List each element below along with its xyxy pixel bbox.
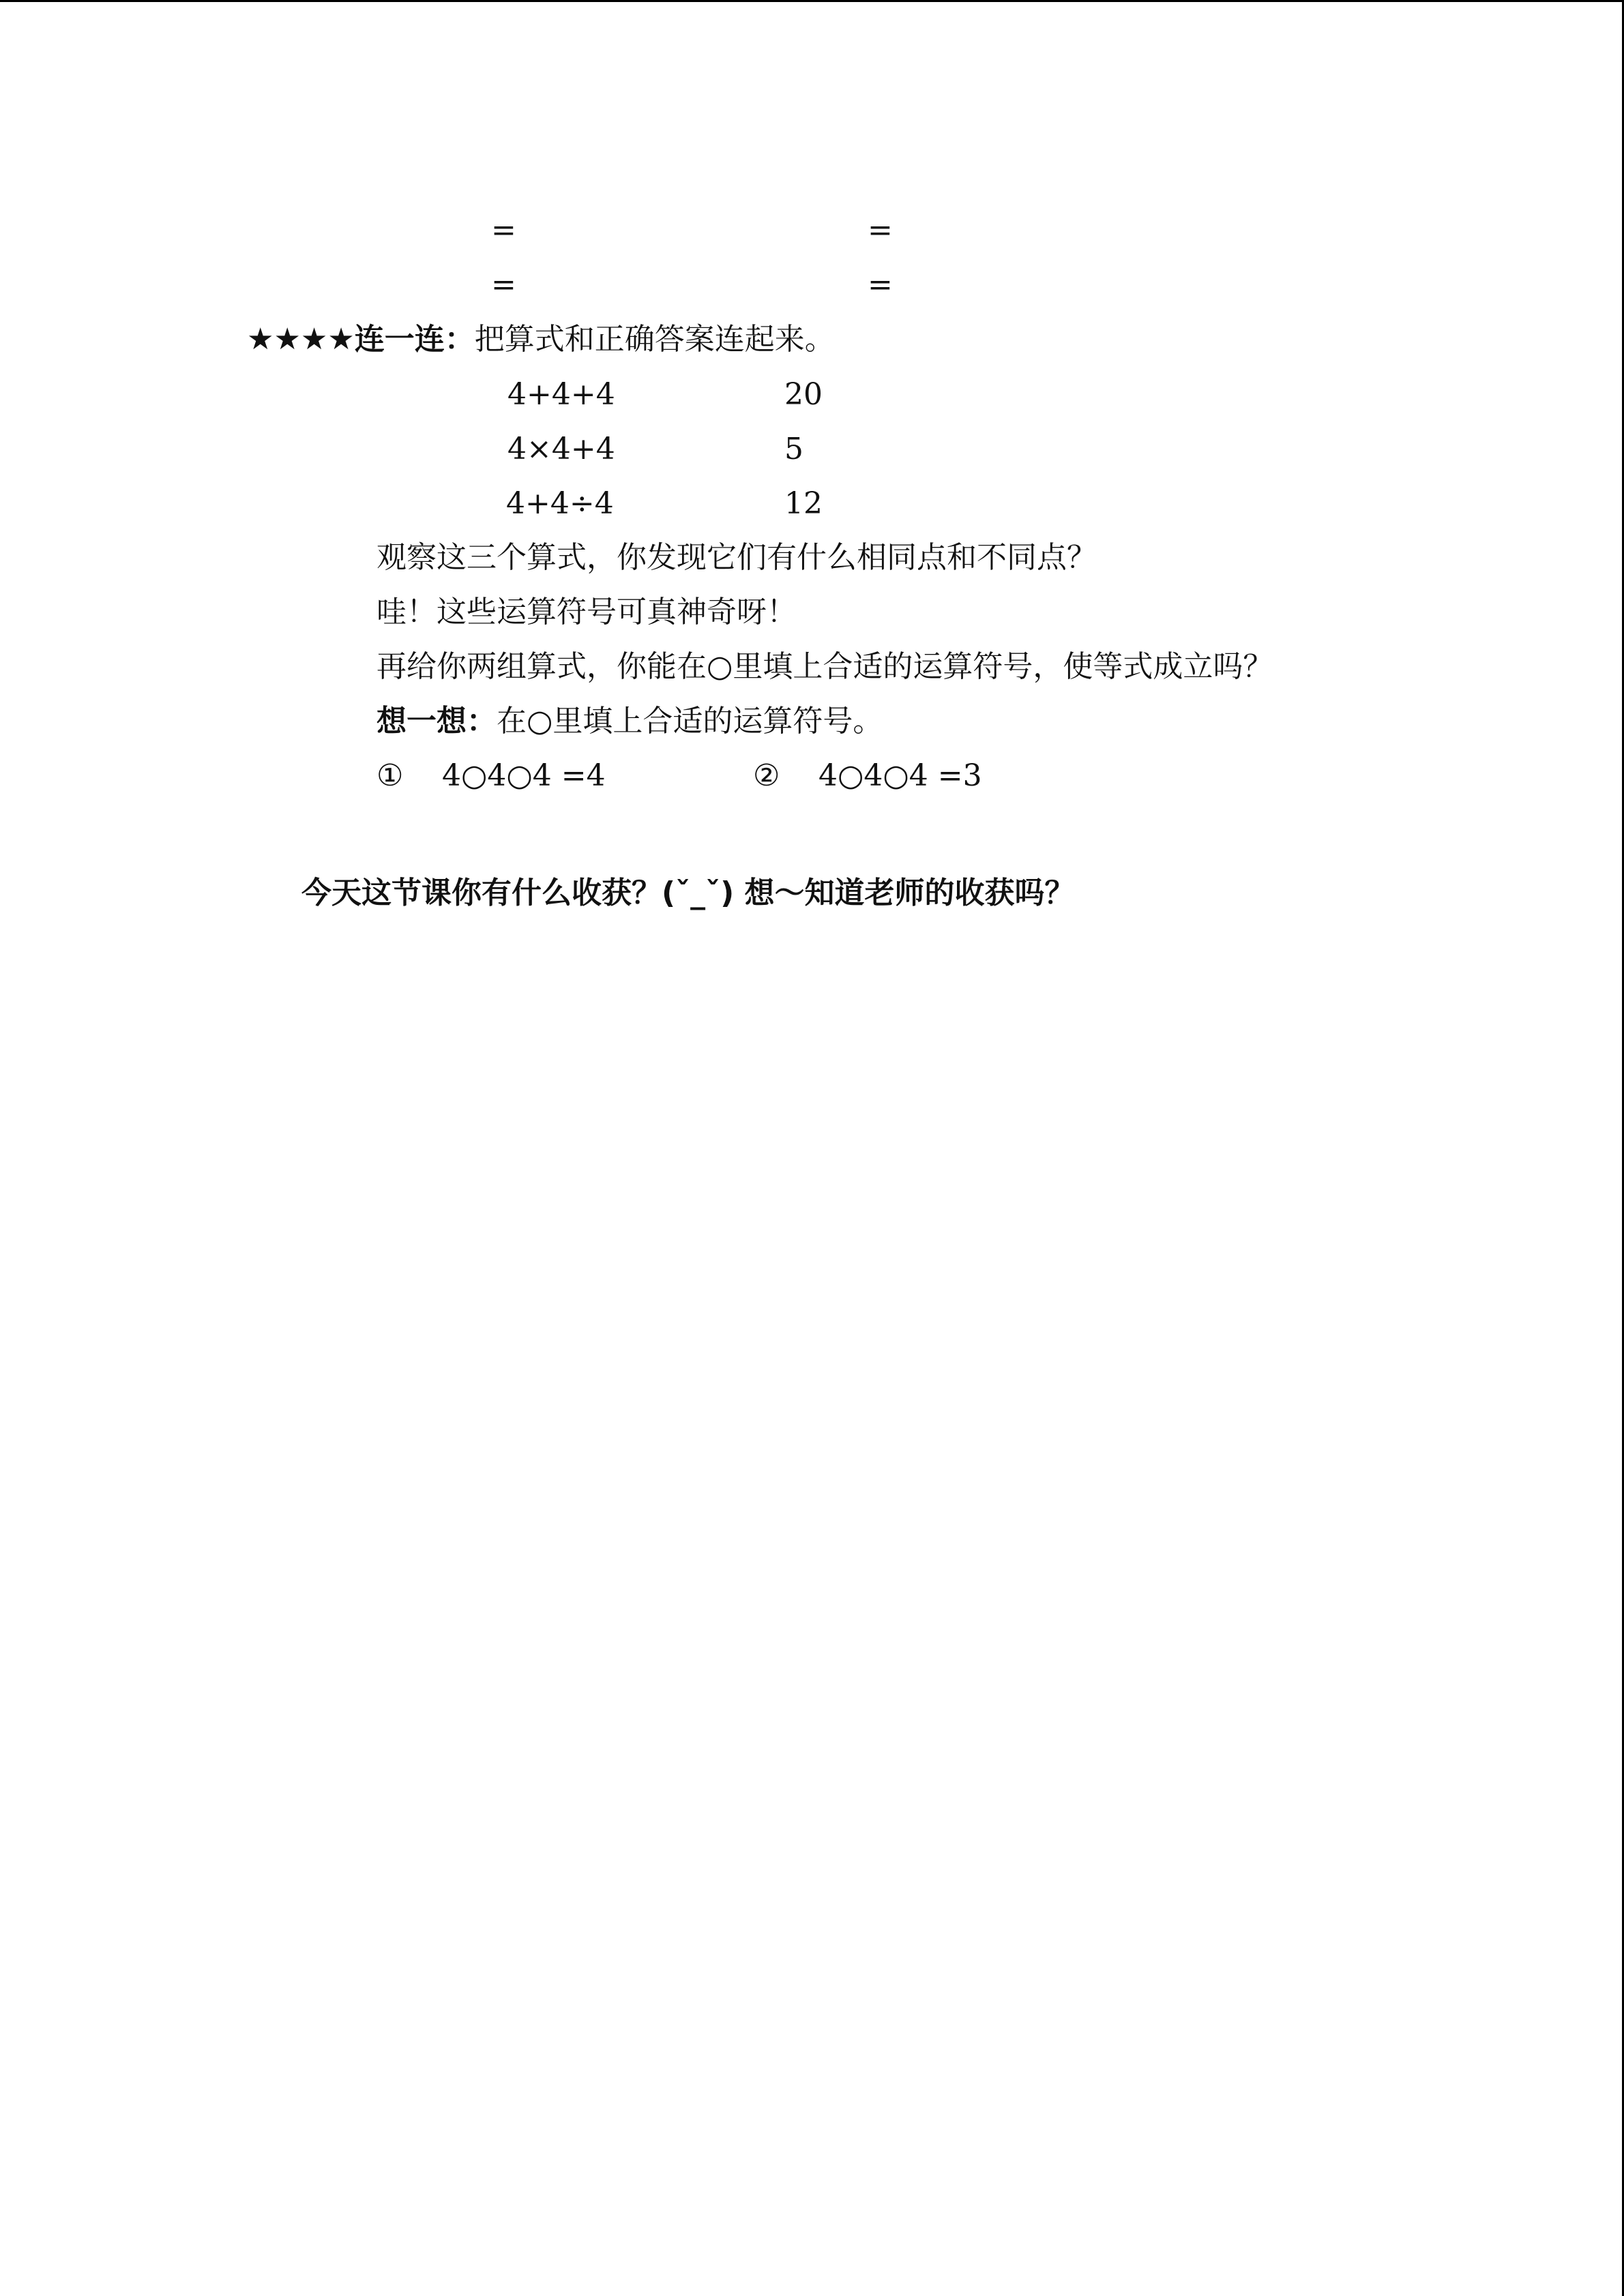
think-label: 想一想： [377, 704, 497, 739]
equals-sign: = [491, 267, 516, 302]
think-heading [377, 704, 883, 739]
match-answer: 20 [784, 377, 823, 412]
equals-sign: = [868, 213, 893, 248]
closing-question: 今天这节课你有什么收获？(ˇ_ˇ) 想～知道老师的收获吗？ [301, 876, 1075, 910]
match-answer: 5 [784, 432, 803, 466]
question-expression: 4○4○4 =3 [818, 758, 982, 793]
match-heading [247, 322, 835, 357]
match-heading-text: 把算式和正确答案连起来。 [474, 322, 835, 357]
think-instruction: 在○里填上合适的运算符号。 [497, 704, 883, 739]
match-expression: 4+4÷4 [506, 486, 614, 521]
wow-paragraph: 哇！这些运算符号可真神奇呀！ [377, 595, 797, 629]
next-paragraph: 再给你两组算式，你能在○里填上合适的运算符号，使等式成立吗？ [377, 649, 1273, 684]
observe-paragraph: 观察这三个算式，你发现它们有什么相同点和不同点？ [377, 540, 1097, 575]
question-marker: ② [753, 758, 780, 793]
equals-sign: = [491, 213, 516, 248]
question-marker: ① [377, 758, 404, 793]
match-heading-label: ★★★★连一连： [247, 322, 475, 357]
page-top-border [0, 0, 1624, 2]
match-expression: 4×4+4 [507, 432, 615, 466]
equals-sign: = [868, 267, 893, 302]
match-expression: 4+4+4 [507, 377, 615, 412]
question-expression: 4○4○4 =4 [442, 758, 606, 793]
match-answer: 12 [784, 486, 823, 521]
